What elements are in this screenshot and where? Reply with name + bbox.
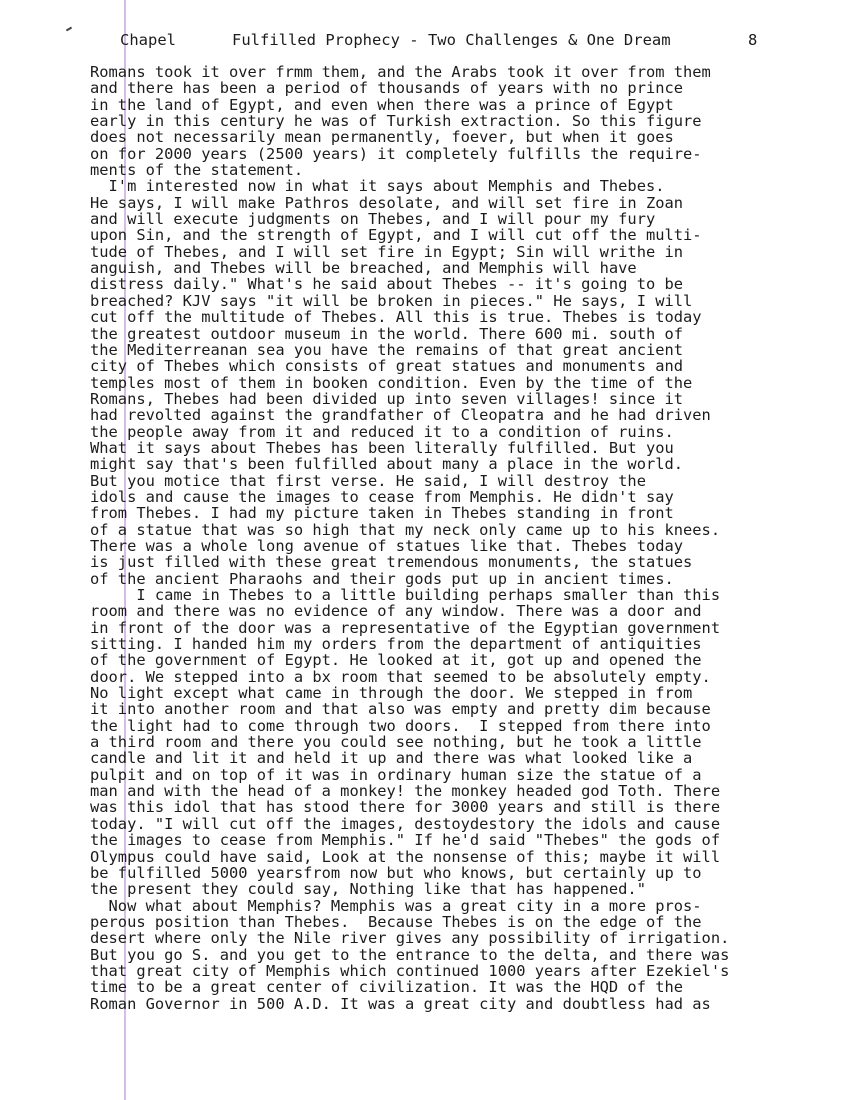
text-line: a third room and there you could see nothing, but he took a little xyxy=(90,733,702,752)
page-number: 8 xyxy=(748,31,758,49)
text-line: in the land of Egypt, and even when there was a prince of Egypt xyxy=(90,95,674,114)
text-line: tude of Thebes, and I will set fire in Egypt; Sin will writhe in xyxy=(90,242,684,261)
text-line: upon Sin, and the strength of Egypt, and I will cut off the multi- xyxy=(90,226,702,245)
body-text xyxy=(90,64,810,1012)
text-line: had revolted against the grandfather of Cleopatra and he had driven xyxy=(90,406,711,425)
text-line: is just filled with these great tremendous monuments, the statues xyxy=(90,553,693,572)
text-line: sitting. I handed him my orders from the department of antiquities xyxy=(90,635,702,654)
text-line: I came in Thebes to a little building perhaps smaller than this xyxy=(90,586,721,604)
text-line: desert where only the Nile river gives any possibility of irrigation. xyxy=(90,929,730,948)
header-chapel: Chapel xyxy=(120,31,176,49)
text-line: Now what about Memphis? Memphis was a great city in a more pros- xyxy=(90,896,702,915)
text-line: today. "I will cut off the images, destoydestory the idols and cause xyxy=(90,814,721,833)
text-line: the images to cease from Memphis." If he'd said "Thebes" the gods of xyxy=(90,831,721,850)
text-line: city of Thebes which consists of great statues and monuments and xyxy=(90,357,684,376)
text-line: it into another room and that also was empty and pretty dim because xyxy=(90,700,711,719)
text-line: anguish, and Thebes will be breached, and Memphis will have xyxy=(90,259,637,278)
text-line: But you go S. and you get to the entrance to the delta, and there was xyxy=(90,945,730,964)
text-line: the Mediterreanan sea you have the remains of that great ancient xyxy=(90,340,684,359)
text-line: What it says about Thebes has been literally fulfilled. But you xyxy=(90,438,674,457)
text-line: of the government of Egypt. He looked at it, got up and opened the xyxy=(90,651,702,670)
text-line: Roman Governor in 500 A.D. It was a great city and doubtless had as xyxy=(90,994,711,1013)
page-header xyxy=(0,30,850,50)
text-line: distress daily." What's he said about Thebes -- it's going to be xyxy=(90,275,684,294)
text-line: time to be a great center of civilization. It was the HQD of the xyxy=(90,978,684,997)
text-line: temples most of them in booken condition. Even by the time of the xyxy=(90,373,693,392)
text-line: He says, I will make Pathros desolate, and will set fire in Zoan xyxy=(90,193,684,212)
text-line: man and with the head of a monkey! the monkey headed god Toth. There xyxy=(90,782,721,801)
text-line: does not necessarily mean permanently, foever, but when it goes xyxy=(90,128,674,147)
text-line: and will execute judgments on Thebes, and I will pour my fury xyxy=(90,210,656,229)
text-line: breached? KJV says "it will be broken in pieces." He says, I will xyxy=(90,291,693,310)
text-line: in front of the door was a representative of the Egyptian government xyxy=(90,618,721,637)
text-line: Romans took it over frmm them, and the Arabs took it over from them xyxy=(90,63,711,81)
header-title: Fulfilled Prophecy - Two Challenges & One Dream xyxy=(232,31,671,49)
text-line: Romans, Thebes had been divided up into seven villages! since it xyxy=(90,389,684,408)
text-line: might say that's been fulfilled about many a place in the world. xyxy=(90,455,684,474)
text-line: early in this century he was of Turkish extraction. So this figure xyxy=(90,112,702,131)
text-line: the greatest outdoor museum in the world. There 600 mi. south of xyxy=(90,324,684,343)
text-line: on for 2000 years (2500 years) it completely fulfills the require- xyxy=(90,144,702,163)
text-line: door. We stepped into a bx room that seemed to be absolutely empty. xyxy=(90,667,711,686)
text-line: be fulfilled 5000 yearsfrom now but who knows, but certainly up to xyxy=(90,863,702,882)
text-line: No light except what came in through the door. We stepped in from xyxy=(90,684,693,703)
text-line: idols and cause the images to cease from Memphis. He didn't say xyxy=(90,487,674,506)
text-line: that great city of Memphis which continued 1000 years after Ezekiel's xyxy=(90,961,730,980)
text-line: ments of the statement. xyxy=(90,161,304,180)
text-line: was this idol that has stood there for 3000 years and still is there xyxy=(90,798,721,817)
text-line: cut off the multitude of Thebes. All this is true. Thebes is today xyxy=(90,308,702,327)
text-line: candle and lit it and held it up and there was what looked like a xyxy=(90,749,693,768)
text-line: of the ancient Pharaohs and their gods put up in ancient times. xyxy=(90,569,674,588)
text-line: the people away from it and reduced it to a condition of ruins. xyxy=(90,422,674,441)
text-line: I'm interested now in what it says about Memphis and Thebes. xyxy=(90,177,665,196)
text-line: But you motice that first verse. He said, I will destroy the xyxy=(90,471,646,490)
text-line: There was a whole long avenue of statues like that. Thebes today xyxy=(90,536,684,555)
text-line: the present they could say, Nothing like that has happened." xyxy=(90,880,646,899)
text-line: Olympus could have said, Look at the nonsense of this; maybe it will xyxy=(90,847,721,866)
text-line: and there has been a period of thousands of years with no prince xyxy=(90,79,684,98)
text-line: from Thebes. I had my picture taken in Thebes standing in front xyxy=(90,504,674,523)
text-line: of a statue that was so high that my neck only came up to his knees. xyxy=(90,520,721,539)
text-line: the light had to come through two doors. I stepped from there into xyxy=(90,716,711,735)
text-line: room and there was no evidence of any window. There was a door and xyxy=(90,602,702,621)
text-line: perous position than Thebes. Because Thebes is on the edge of the xyxy=(90,912,702,931)
text-line: pulpit and on top of it was in ordinary human size the statue of a xyxy=(90,765,702,784)
